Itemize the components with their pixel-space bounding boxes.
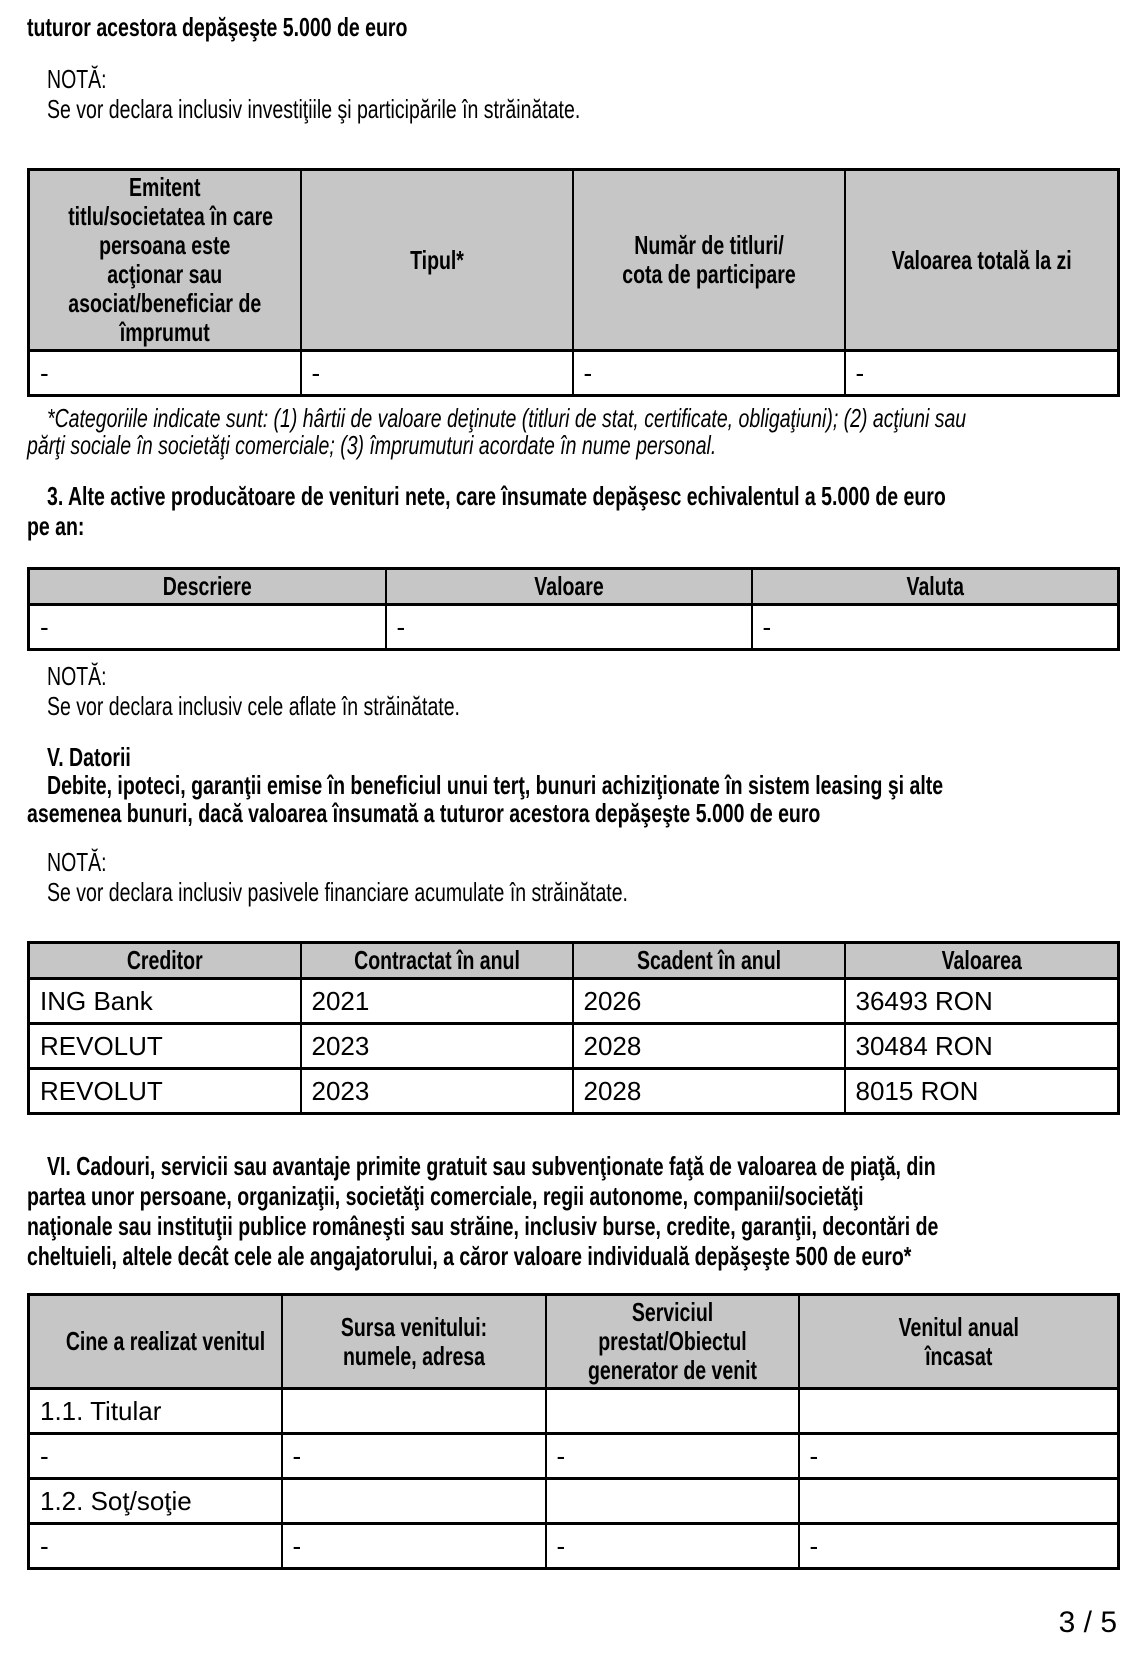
text-line: Sursa venitului: [340,1311,487,1342]
header-valoarea [845,943,1119,979]
table-row [29,979,1119,1024]
table-cell: 8015 RON [845,1069,1119,1114]
other-assets-table [27,567,1120,651]
table-row [29,1069,1119,1114]
table-cell: - [282,1524,546,1569]
table-cell [799,1389,1119,1434]
table-cell: 2021 [301,979,573,1024]
gifts-table-body [29,1389,1119,1569]
text-line: naţionale sau instituţii publice româneşti sau străine, inclusiv burse, credite, garanţii, decontări de [27,1211,939,1241]
table-cell: 2023 [301,1024,573,1069]
table-cell: REVOLUT [29,1069,301,1114]
table-cell: 30484 RON [845,1024,1119,1069]
table-row [29,1479,1119,1524]
text-line: persoana este [99,230,231,260]
categories-footnote [27,405,1117,459]
text-line: Venitul anual [898,1311,1019,1342]
table-row [29,605,1119,650]
securities-table [27,168,1120,397]
table-cell [282,1479,546,1524]
table-cell: ING Bank [29,979,301,1024]
table-cell: - [546,1524,799,1569]
note-block-liabilities [47,847,1117,907]
debts-table-header [29,943,1119,979]
text-line: Tipul* [409,244,464,275]
table-cell [546,1389,799,1434]
table-cell [282,1389,546,1434]
text-line: partea unor persoane, organizaţii, societăţi comerciale, regii autonome, companii/societăţi [27,1181,864,1211]
table-cell: - [573,351,845,396]
other-assets-table-body [29,605,1119,650]
text-line: titlu/societatea în care [68,201,274,231]
section5-heading: V. Datorii [47,742,131,772]
table-cell: - [386,605,752,650]
table-header-row [29,170,1119,351]
text-line: pe an: [27,511,85,541]
table-header-row [29,943,1119,979]
text-line: Contractat în anul [353,945,520,975]
table-cell [799,1479,1119,1524]
header-scadent [573,943,845,979]
text-line: cota de participare [621,259,796,289]
header-numar-titluri [573,170,845,351]
text-line: numele, adresa [342,1340,485,1371]
text-line: VI. Cadouri, servicii sau avantaje primite gratuit sau subvenţionate faţă de valoarea de piaţă, din [47,1151,936,1181]
gifts-table-header [29,1295,1119,1389]
header-valoare [386,569,752,605]
text-line: Serviciul [631,1297,713,1327]
table-row [29,1024,1119,1069]
header-emitent [29,170,301,351]
table-cell: - [301,351,573,396]
header-descriere [29,569,386,605]
table-cell: - [29,1524,282,1569]
text-line: generator de venit [587,1355,757,1385]
text-line: Descriere [162,571,252,601]
table-cell: - [845,351,1119,396]
securities-table-body [29,351,1119,396]
text-line: încasat [924,1340,992,1371]
note-block-abroad-assets [47,661,1117,721]
note-block-investments [47,64,1117,124]
text-line: Emitent [128,172,201,202]
text-line: Număr de titluri/ [633,230,784,260]
section3-heading [27,481,1117,541]
table-cell: - [546,1434,799,1479]
text-line: Creditor [126,945,203,975]
table-cell: 2023 [301,1069,573,1114]
table-cell: 2028 [573,1069,845,1114]
header-contractat [301,943,573,979]
debts-table-body [29,979,1119,1114]
table-cell: - [282,1434,546,1479]
text-line: împrumut [119,317,210,347]
table-row [29,1524,1119,1569]
text-line: Valoarea [941,945,1022,975]
text-line: *Categoriile indicate sunt: (1) hârtii de valoare deţinute (titluri de stat, certificate, obligaţiuni); (2) acţiuni sau [47,403,967,433]
text-line: părţi sociale în societăţi comerciale; (3) împrumuturi acordate în nume personal. [27,430,717,460]
section5-datorii [27,743,1117,827]
text-line: Cine a realizat venitul [65,1326,266,1356]
table-cell: 36493 RON [845,979,1119,1024]
table-cell: 1.2. Soţ/soţie [29,1479,282,1524]
table-header-row [29,569,1119,605]
header-sursa [282,1295,546,1389]
section5-text-line: asemenea bunuri, dacă valoarea însumată a tuturor acestora depăşeşte 5.000 de euro [27,798,821,828]
table-cell: 1.1. Titular [29,1389,282,1434]
note-label: NOTĂ: [47,661,107,691]
note-label: NOTĂ: [47,847,107,877]
text-line: 3. Alte active producătoare de venituri nete, care însumate depăşesc echivalentul a 5.000 de euro [47,481,946,511]
table-row [29,1389,1119,1434]
text-line: Valoare [533,571,604,601]
continuation-line: tuturor acestora depăşeşte 5.000 de euro [27,12,408,42]
text-line: prestat/Obiectul [597,1326,747,1356]
text-line: Valuta [906,571,964,601]
header-serviciul [546,1295,799,1389]
table-cell: - [29,605,386,650]
table-cell: - [752,605,1119,650]
text-line: Valoarea totală la zi [891,244,1072,275]
header-valuta [752,569,1119,605]
header-valoare-zi [845,170,1119,351]
text-line: Scadent în anul [636,945,781,975]
note-text: Se vor declara inclusiv investiţiile şi participările în străinătate. [47,94,581,124]
table-cell: 2026 [573,979,845,1024]
table-row [29,1434,1119,1479]
table-header-row [29,1295,1119,1389]
table-cell: 2028 [573,1024,845,1069]
table-cell: - [799,1434,1119,1479]
header-tipul [301,170,573,351]
table-cell: - [799,1524,1119,1569]
header-cine [29,1295,282,1389]
table-cell [546,1479,799,1524]
section5-text-line: Debite, ipoteci, garanţii emise în beneficiul unui terţ, bunuri achiziţionate în sistem leasing şi alte [47,770,944,800]
table-cell: - [29,1434,282,1479]
section6-heading [27,1151,1117,1271]
table-cell: REVOLUT [29,1024,301,1069]
table-cell: - [29,351,301,396]
table-row [29,351,1119,396]
note-text: Se vor declara inclusiv pasivele financiare acumulate în străinătate. [47,877,628,907]
header-creditor [29,943,301,979]
debts-table [27,941,1120,1115]
gifts-table [27,1293,1120,1570]
other-assets-table-header [29,569,1119,605]
text-line: acţionar sau [107,259,223,289]
note-label: NOTĂ: [47,64,107,94]
securities-table-header [29,170,1119,351]
text-line: asociat/beneficiar de [68,288,262,318]
header-venit-anual [799,1295,1119,1389]
note-text: Se vor declara inclusiv cele aflate în străinătate. [47,691,460,721]
page-number: 3 / 5 [1058,1606,1117,1639]
text-line: cheltuieli, altele decât cele ale angajatorului, a căror valoare individuală depăşeşte 500 de euro* [27,1241,912,1271]
